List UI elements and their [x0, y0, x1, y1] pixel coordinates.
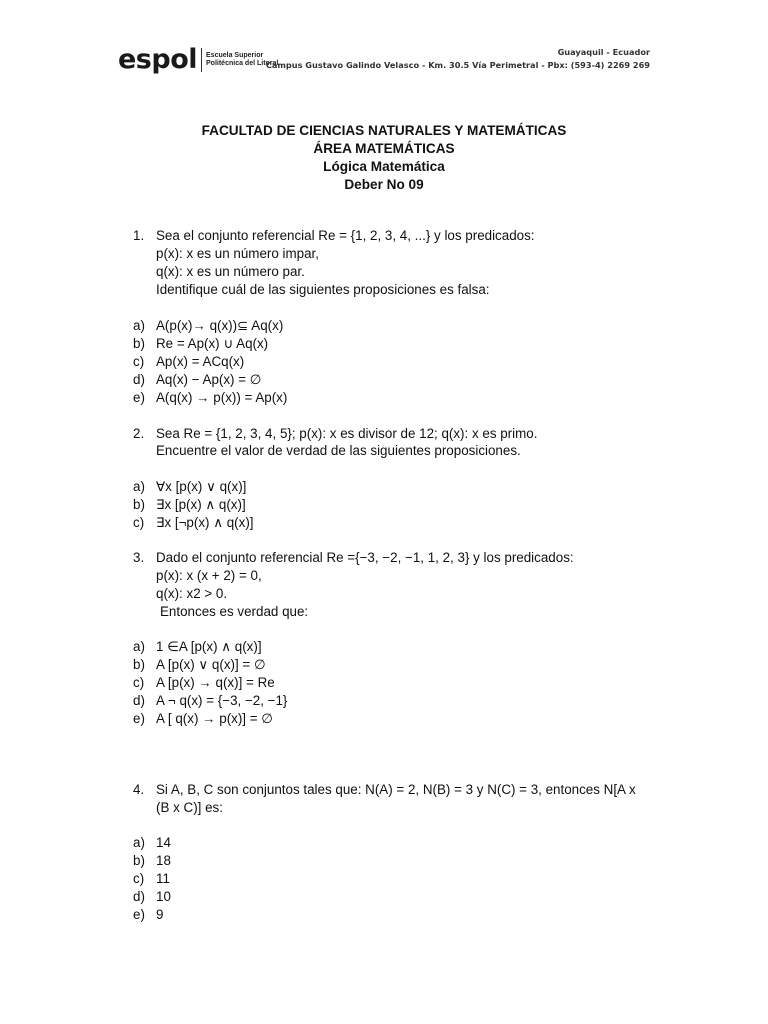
question-text: Dado el conjunto referencial Re ={−3, −2, −1, 1, 2, 3} y los predicados:: [156, 550, 574, 565]
option-text: 14: [156, 835, 171, 850]
question-text: Sea el conjunto referencial Re = {1, 2, 3, 4, ...} y los predicados:: [156, 228, 535, 243]
logo-subtitle-line-2: Politécnica del Litoral: [206, 59, 279, 67]
question-text: Identifique cuál de las siguientes proposiciones es falsa:: [156, 282, 490, 297]
option-label: c): [133, 871, 145, 886]
option-text: A [ q(x) → p(x)] = ∅: [156, 711, 273, 726]
campus-address: Campus Gustavo Galindo Velasco - Km. 30.5 Vía Perimetral - Pbx: (593-4) 2269 269: [265, 60, 650, 70]
option-text: A(q(x) → p(x)) = Ap(x): [156, 390, 288, 405]
option-text: A [p(x) ∨ q(x)] = ∅: [156, 657, 266, 672]
question-text: q(x): x2 > 0.: [156, 586, 228, 601]
logo-wordmark: espol: [118, 44, 198, 75]
question-text: Entonces es verdad que:: [160, 604, 309, 619]
option-label: a): [133, 639, 145, 654]
option-text: Re = Ap(x) ∪ Aq(x): [156, 336, 269, 351]
option-text: A(p(x)→ q(x))⊆ Aq(x): [156, 318, 284, 333]
option-label: c): [133, 354, 145, 369]
option-label: e): [133, 907, 145, 922]
option-label: a): [133, 479, 145, 494]
option-label: a): [133, 318, 145, 333]
question-text: (B x C)] es:: [156, 800, 223, 815]
option-text: A [p(x) → q(x)] = Re: [156, 675, 275, 690]
option-text: ∃x [p(x) ∧ q(x)]: [156, 497, 246, 512]
option-label: c): [133, 675, 145, 690]
option-text: 1 ∈A [p(x) ∧ q(x)]: [156, 639, 262, 654]
question-number: 1.: [133, 228, 145, 243]
option-label: b): [133, 657, 145, 672]
question-text: Sea Re = {1, 2, 3, 4, 5}; p(x): x es divisor de 12; q(x): x es primo.: [156, 426, 538, 441]
option-label: b): [133, 336, 145, 351]
logo-subtitle-line-1: Escuela Superior: [206, 51, 264, 59]
option-label: b): [133, 497, 145, 512]
question-number: 2.: [133, 426, 145, 441]
option-label: c): [133, 515, 145, 530]
option-text: Aq(x) − Ap(x) = ∅: [156, 372, 262, 387]
option-text: 11: [156, 871, 170, 886]
question-number: 3.: [133, 550, 145, 565]
option-text: 9: [156, 907, 164, 922]
title-area: ÁREA MATEMÁTICAS: [313, 141, 455, 156]
option-label: d): [133, 693, 145, 708]
page-header: [0, 0, 768, 100]
option-label: d): [133, 372, 145, 387]
campus-city: Guayaquil - Ecuador: [557, 47, 650, 57]
espol-logo: [118, 46, 278, 73]
question-text: Si A, B, C son conjuntos tales que: N(A) = 2, N(B) = 3 y N(C) = 3, entonces N[A x: [156, 782, 636, 797]
question-text: Encuentre el valor de verdad de las siguientes proposiciones.: [156, 443, 521, 458]
question-text: q(x): x es un número par.: [156, 264, 305, 279]
option-label: b): [133, 853, 145, 868]
option-text: A ¬ q(x) = {−3, −2, −1}: [156, 693, 288, 708]
option-text: Ap(x) = ACq(x): [156, 354, 245, 369]
option-label: e): [133, 390, 145, 405]
title-assignment: Deber No 09: [344, 177, 424, 192]
question-text: p(x): x es un número impar,: [156, 246, 319, 261]
campus-info: [266, 46, 650, 72]
option-label: e): [133, 711, 145, 726]
option-text: 10: [156, 889, 171, 904]
question-text: p(x): x (x + 2) = 0,: [156, 568, 262, 583]
document-title: [0, 122, 768, 194]
option-text: ∀x [p(x) ∨ q(x)]: [156, 479, 247, 494]
title-faculty: FACULTAD DE CIENCIAS NATURALES Y MATEMÁTICAS: [201, 123, 567, 138]
option-label: a): [133, 835, 145, 850]
logo-divider: [201, 48, 202, 72]
option-text: ∃x [¬p(x) ∧ q(x)]: [156, 515, 254, 530]
title-course: Lógica Matemática: [323, 159, 445, 174]
question-number: 4.: [133, 782, 145, 797]
option-label: d): [133, 889, 145, 904]
option-text: 18: [156, 853, 171, 868]
